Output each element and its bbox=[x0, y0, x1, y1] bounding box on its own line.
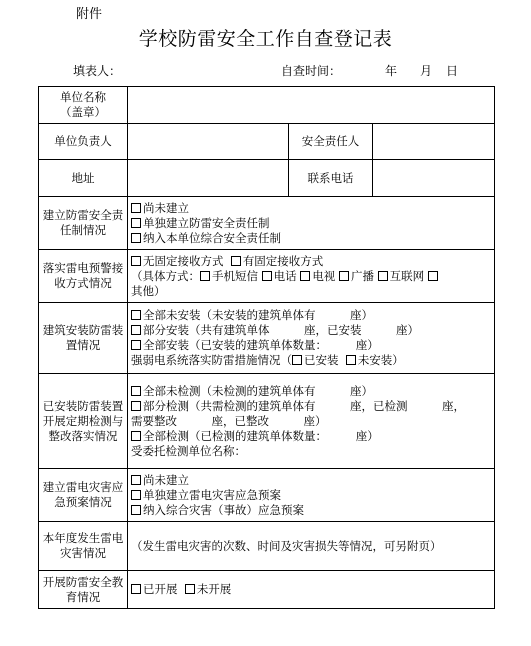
row-unit-name bbox=[39, 87, 495, 124]
warning-none-option: 无固定接收方式 bbox=[143, 253, 224, 268]
checkbox-icon[interactable] bbox=[131, 431, 141, 441]
address-field[interactable] bbox=[128, 160, 289, 197]
responsibility-option[interactable]: 单独建立防雷安全责任制 bbox=[131, 216, 491, 231]
checkbox-icon[interactable] bbox=[131, 310, 141, 320]
disaster-field[interactable] bbox=[128, 522, 495, 571]
checkbox-icon[interactable] bbox=[292, 355, 302, 365]
plan-label: 建立雷电灾害应急预案情况 bbox=[39, 469, 128, 522]
strong-weak-label: 强弱电系统落实防雷措施情况（ bbox=[131, 353, 292, 367]
unit-name-label: 单位名称 （盖章） bbox=[39, 87, 128, 124]
check-time-label: 自查时间： bbox=[281, 64, 342, 78]
channel-radio: 广播 bbox=[350, 268, 374, 283]
channel-phone: 电话 bbox=[273, 268, 297, 283]
plan-option[interactable]: 纳入综合灾害（事故）应急预案 bbox=[131, 503, 491, 518]
warning-options bbox=[128, 250, 495, 303]
row-install bbox=[39, 303, 495, 374]
education-label: 开展防雷安全教育情况 bbox=[39, 571, 128, 609]
plan-option[interactable]: 尚未建立 bbox=[131, 473, 491, 488]
plan-options bbox=[128, 469, 495, 522]
warning-label: 落实雷电预警接收方式情况 bbox=[39, 250, 128, 303]
education-not-done-option: 未开展 bbox=[196, 582, 232, 596]
education-options bbox=[128, 571, 495, 609]
attachment-label: 附件 bbox=[76, 7, 103, 22]
month-label: 月 bbox=[420, 64, 433, 78]
checkbox-icon[interactable] bbox=[131, 584, 141, 594]
checkbox-icon[interactable] bbox=[185, 584, 195, 594]
checkbox-icon[interactable] bbox=[131, 386, 141, 396]
channel-tv: 电视 bbox=[312, 268, 336, 283]
row-inspection bbox=[39, 374, 495, 469]
responsibility-label: 建立防雷安全责任制情况 bbox=[39, 197, 128, 250]
checkbox-icon[interactable] bbox=[131, 401, 141, 411]
disaster-label: 本年度发生雷电灾害情况 bbox=[39, 522, 128, 571]
checkbox-icon[interactable] bbox=[200, 271, 210, 281]
unit-name-field[interactable] bbox=[128, 87, 495, 124]
checkbox-icon[interactable] bbox=[262, 271, 272, 281]
checkbox-icon[interactable] bbox=[339, 271, 349, 281]
specific-method-prefix: （具体方式： bbox=[131, 268, 200, 283]
inspection-rectify-text: 需要整改 座，已整改 座） bbox=[131, 413, 327, 428]
checkbox-icon[interactable] bbox=[131, 490, 141, 500]
responsibility-options bbox=[128, 197, 495, 250]
checkbox-icon[interactable] bbox=[300, 271, 310, 281]
checkbox-icon[interactable] bbox=[131, 340, 141, 350]
checkbox-icon[interactable] bbox=[231, 256, 241, 266]
address-label: 地址 bbox=[39, 160, 128, 197]
row-disaster bbox=[39, 522, 495, 571]
inspection-option[interactable]: 全部检测（已检测的建筑单体数量： 座） bbox=[131, 429, 491, 444]
self-check-form bbox=[38, 86, 495, 609]
install-option[interactable]: 全部未安装（未安装的建筑单体有 座） bbox=[131, 308, 491, 323]
install-label: 建筑安装防雷装置情况 bbox=[39, 303, 128, 374]
unit-leader-label: 单位负责人 bbox=[39, 124, 128, 160]
checkbox-icon[interactable] bbox=[131, 256, 141, 266]
unit-leader-field[interactable] bbox=[128, 124, 289, 160]
warning-fixed-option: 有固定接收方式 bbox=[242, 253, 324, 268]
checkbox-icon[interactable] bbox=[131, 325, 141, 335]
install-options bbox=[128, 303, 495, 374]
responsibility-option[interactable]: 纳入本单位综合安全责任制 bbox=[131, 231, 491, 246]
row-education bbox=[39, 571, 495, 609]
page-title: 学校防雷安全工作自查登记表 bbox=[138, 28, 393, 50]
disaster-note: （发生雷电灾害的次数、时间及灾害损失等情况，可另附页） bbox=[131, 538, 442, 553]
safety-officer-field[interactable] bbox=[373, 124, 495, 160]
safety-officer-label: 安全责任人 bbox=[289, 124, 373, 160]
install-option[interactable]: 部分安装（共有建筑单体 座，已安装 座） bbox=[131, 323, 491, 338]
day-label: 日 bbox=[446, 64, 459, 78]
not-installed-option: 未安装） bbox=[357, 353, 404, 367]
row-warning bbox=[39, 250, 495, 303]
row-leader bbox=[39, 124, 495, 160]
education-done-option: 已开展 bbox=[143, 582, 178, 596]
checkbox-icon[interactable] bbox=[131, 218, 141, 228]
channel-other: 其他） bbox=[131, 283, 166, 298]
plan-option[interactable]: 单独建立雷电灾害应急预案 bbox=[131, 488, 491, 503]
checkbox-icon[interactable] bbox=[378, 271, 388, 281]
checkbox-icon[interactable] bbox=[131, 233, 141, 243]
channel-internet: 互联网 bbox=[389, 268, 425, 283]
row-address bbox=[39, 160, 495, 197]
inspection-option[interactable]: 部分检测（共需检测的建筑单体有 座，已检测 座， bbox=[131, 399, 491, 414]
checkbox-icon[interactable] bbox=[131, 505, 141, 515]
phone-label: 联系电话 bbox=[289, 160, 373, 197]
installed-option: 已安装 bbox=[304, 353, 339, 367]
year-label: 年 bbox=[385, 64, 398, 78]
responsibility-option[interactable]: 尚未建立 bbox=[131, 201, 491, 216]
row-plan bbox=[39, 469, 495, 522]
checkbox-icon[interactable] bbox=[428, 271, 438, 281]
checkbox-icon[interactable] bbox=[131, 203, 141, 213]
inspection-label: 已安装防雷装置开展定期检测与整改落实情况 bbox=[39, 374, 128, 469]
row-responsibility bbox=[39, 197, 495, 250]
phone-field[interactable] bbox=[373, 160, 495, 197]
checkbox-icon[interactable] bbox=[346, 355, 356, 365]
inspection-options bbox=[128, 374, 495, 469]
inspection-option[interactable]: 全部未检测（未检测的建筑单体有 座） bbox=[131, 384, 491, 399]
filler-label: 填表人： bbox=[73, 64, 122, 78]
inspection-agency-label: 受委托检测单位名称： bbox=[131, 443, 246, 458]
install-option[interactable]: 全部安装（已安装的建筑单体数量： 座） bbox=[131, 338, 491, 353]
checkbox-icon[interactable] bbox=[131, 475, 141, 485]
channel-sms: 手机短信 bbox=[212, 268, 258, 283]
